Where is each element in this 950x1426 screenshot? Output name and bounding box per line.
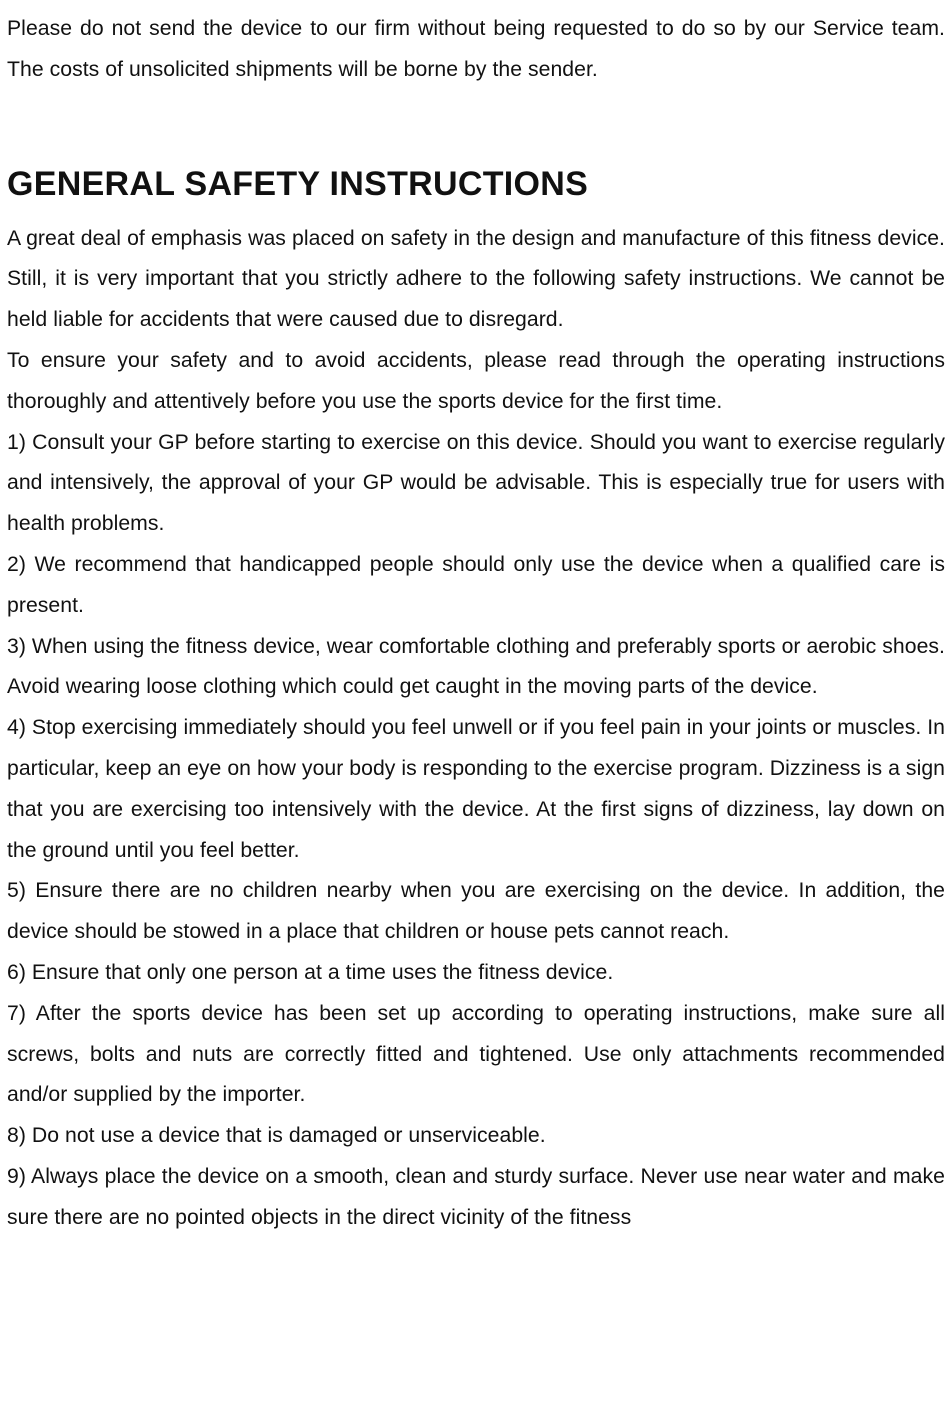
intro-paragraph: A great deal of emphasis was placed on safety in the design and manufacture of this fitness device. Still, it is very important that you strictly adhere to the following safety instructions. We cannot be held liable for accidents that were caused due to disregard. — [7, 226, 945, 332]
safety-item: 1) Consult your GP before starting to exercise on this device. Should you want to exercise regularly and intensively, the approval of your GP would be advisable. This is especially true for users with health problems. — [7, 430, 945, 536]
safety-item: 8) Do not use a device that is damaged or unserviceable. — [7, 1124, 546, 1148]
section-title: GENERAL SAFETY INSTRUCTIONS — [7, 164, 589, 203]
safety-item: 5) Ensure there are no children nearby when you are exercising on the device. In addition, the device should be stowed in a place that children or house pets cannot reach. — [7, 879, 945, 944]
safety-item: 9) Always place the device on a smooth, clean and sturdy surface. Never use near water and make sure there are no pointed objects in the direct vicinity of the fitness — [7, 1164, 945, 1229]
intro-paragraph: To ensure your safety and to avoid accidents, please read through the operating instructions thoroughly and attentively before you use the sports device for the first time. — [7, 348, 945, 413]
safety-item: 6) Ensure that only one person at a time uses the fitness device. — [7, 960, 614, 984]
safety-item: 4) Stop exercising immediately should you feel unwell or if you feel pain in your joints or muscles. In particular, keep an eye on how your body is responding to the exercise program. Dizziness is a sign that you are exercising too intensively with the device. At the first signs of dizziness, lay down on the ground until you feel better. — [7, 716, 945, 862]
intro-note: Please do not send the device to our firm without being requested to do so by our Service team. The costs of unsolicited shipments will be borne by the sender. — [7, 17, 945, 81]
safety-item: 3) When using the fitness device, wear comfortable clothing and preferably sports or aerobic shoes. Avoid wearing loose clothing which could get caught in the moving parts of the device. — [7, 634, 945, 699]
safety-item: 7) After the sports device has been set up according to operating instructions, make sure all screws, bolts and nuts are correctly fitted and tightened. Use only attachments recommended and/or supplied by the importer. — [7, 1001, 945, 1107]
document-page — [7, 9, 945, 1239]
safety-item: 2) We recommend that handicapped people should only use the device when a qualified care is present. — [7, 552, 945, 617]
